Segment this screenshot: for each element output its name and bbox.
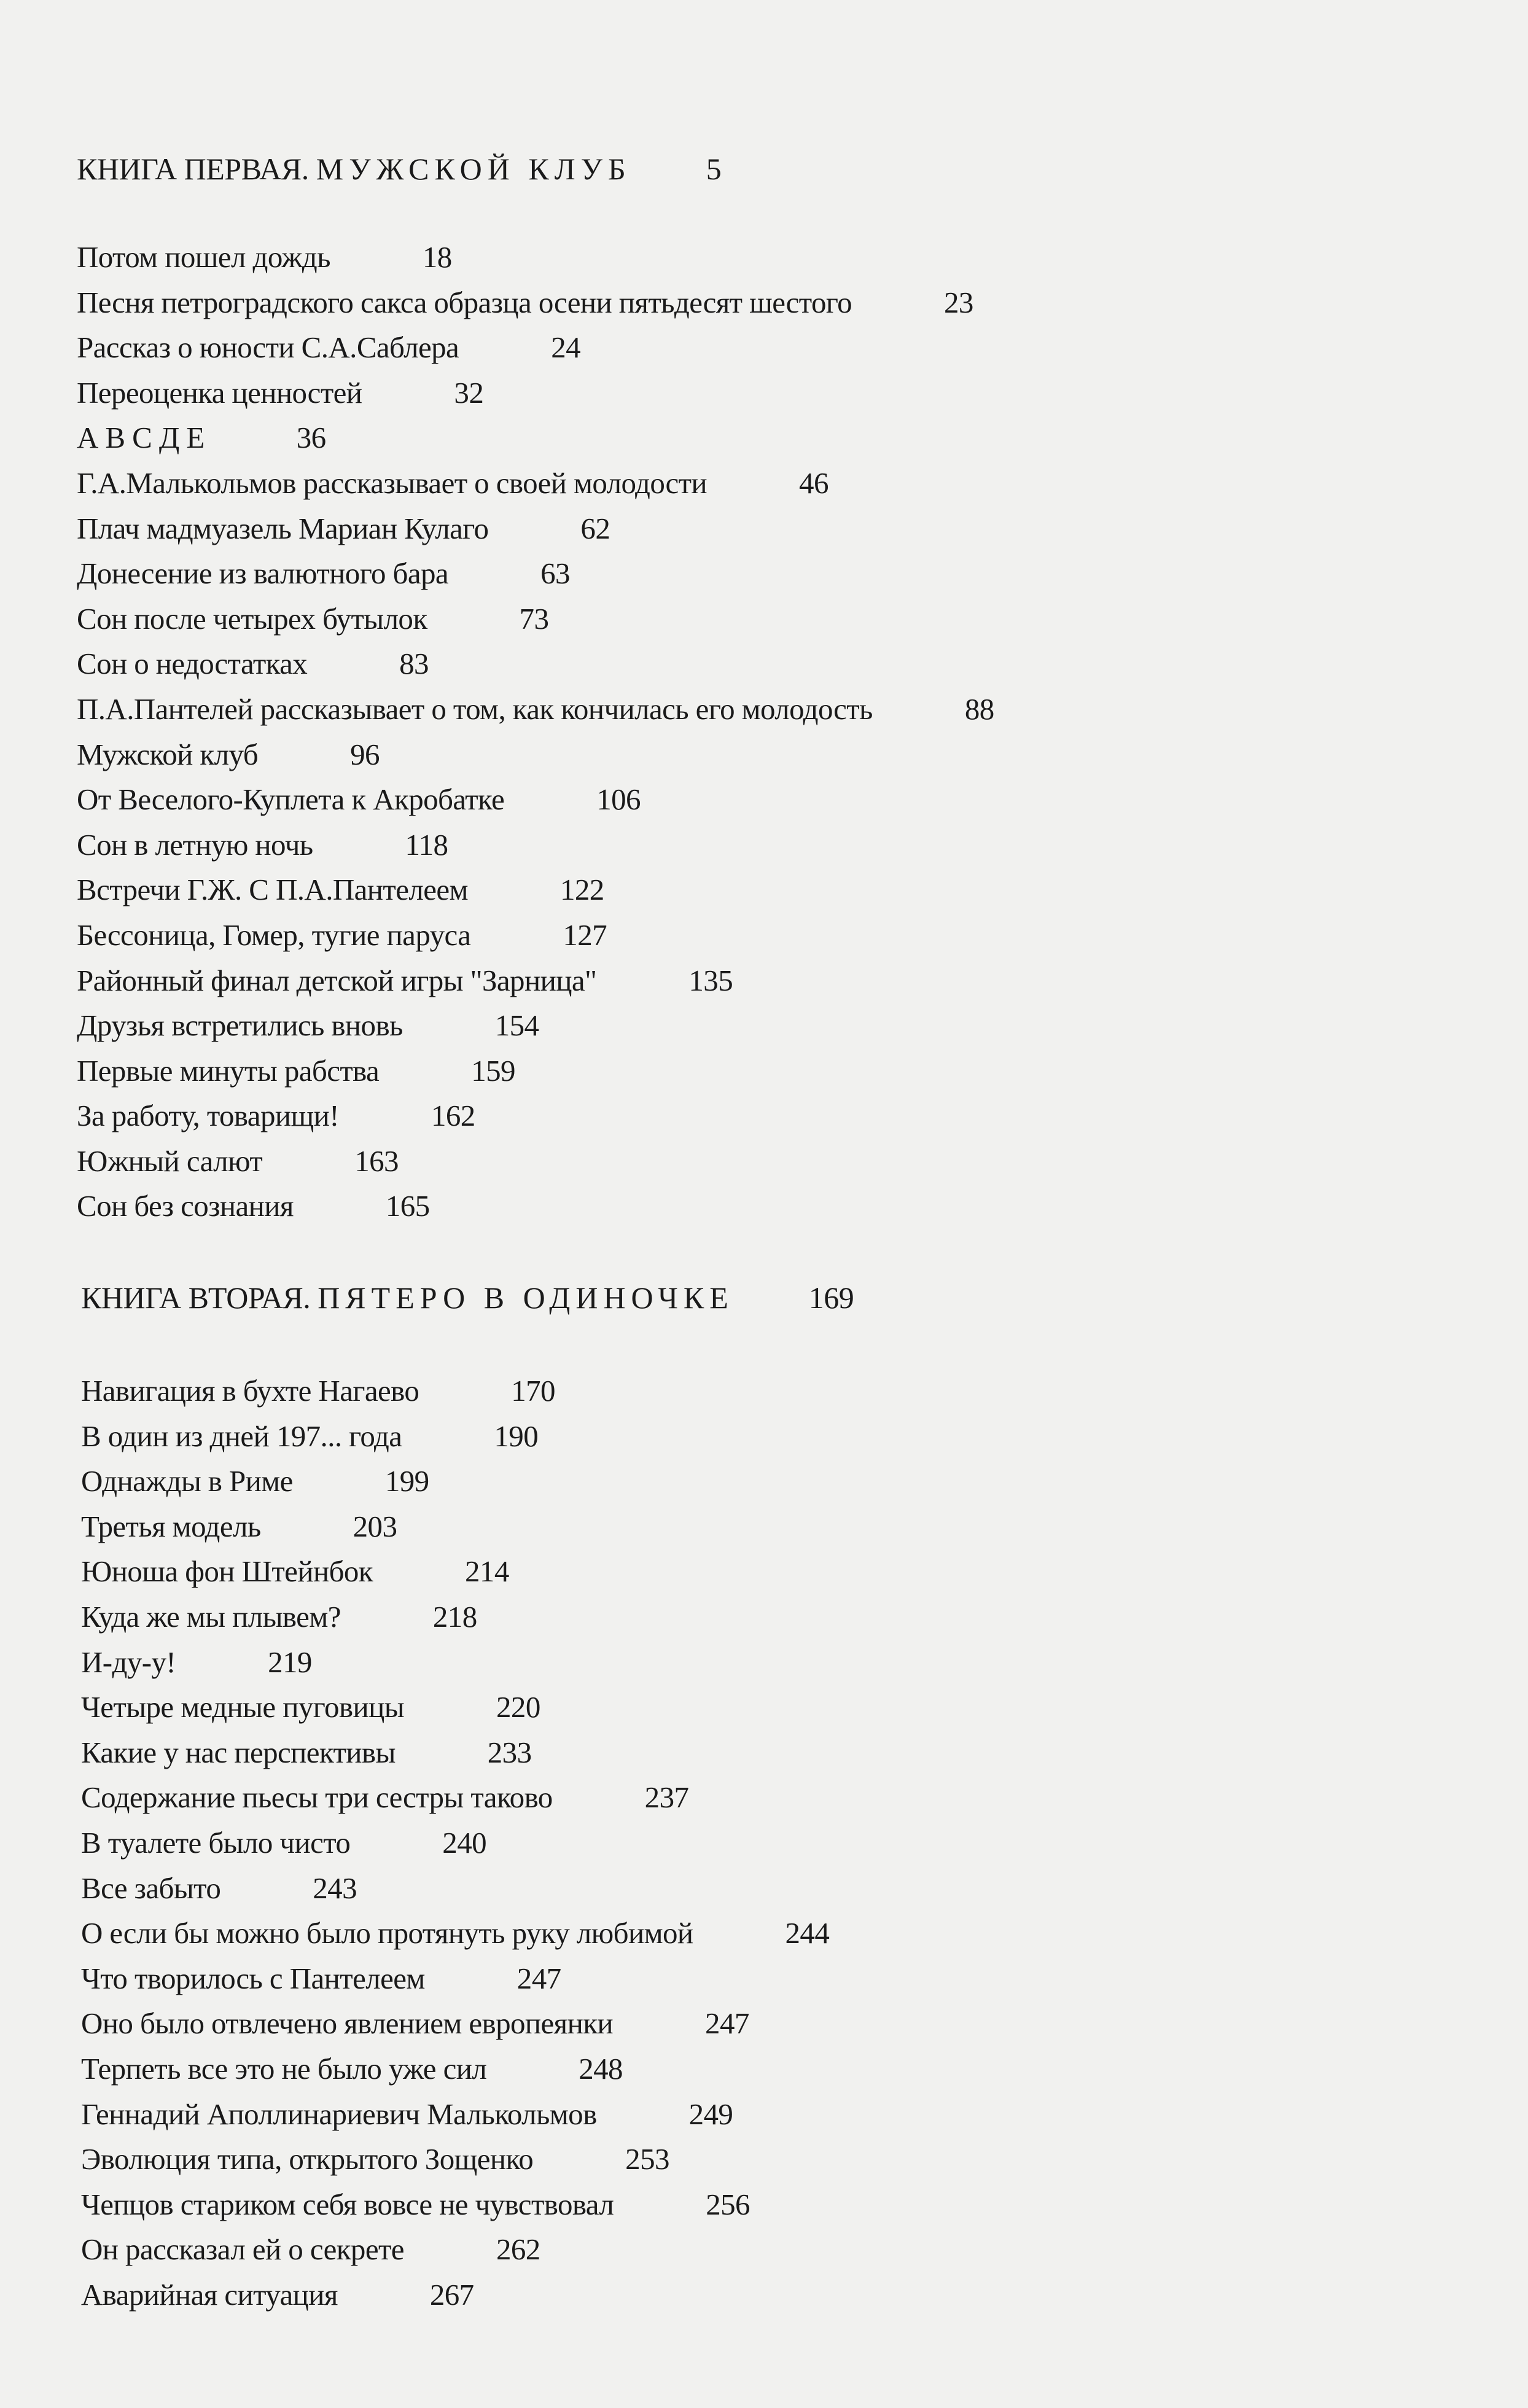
toc-entry xyxy=(77,506,994,551)
entry-page-number: 240 xyxy=(442,1825,486,1860)
toc-entry xyxy=(81,1730,854,1775)
entry-page-number: 127 xyxy=(563,918,607,952)
entry-title: Г.А.Малькольмов рассказывает о своей молодости xyxy=(77,466,707,500)
entry-page-number: 118 xyxy=(405,827,448,862)
toc-entry xyxy=(77,913,994,958)
entry-page-number: 170 xyxy=(511,1374,555,1408)
toc-entry xyxy=(81,2046,854,2092)
toc-entry xyxy=(81,1549,854,1594)
toc-entry xyxy=(81,2272,854,2318)
toc-entry xyxy=(77,415,994,461)
entry-title: Геннадий Аполлинариевич Малькольмов xyxy=(81,2097,597,2131)
book-two-section xyxy=(81,1275,854,2317)
entry-title: Плач мадмуазель Мариан Кулаго xyxy=(77,511,489,545)
entry-page-number: 154 xyxy=(494,1008,539,1043)
entry-page-number: 88 xyxy=(964,692,994,726)
entry-page-number: 62 xyxy=(580,511,610,545)
entry-page-number: 73 xyxy=(519,601,549,636)
entry-page-number: 162 xyxy=(431,1099,475,1133)
book-one-section xyxy=(77,146,994,1229)
entry-title: Районный финал детской игры "Зарница" xyxy=(77,963,597,997)
entry-title: Сон о недостатках xyxy=(77,647,308,681)
toc-entry xyxy=(77,777,994,822)
toc-entry xyxy=(81,1820,854,1866)
toc-entry xyxy=(81,1414,854,1459)
book-title: МУЖСКОЙ КЛУБ xyxy=(316,152,631,186)
entry-title: Какие у нас перспективы xyxy=(81,1735,396,1769)
entry-page-number: 244 xyxy=(785,1916,830,1950)
entry-title: Потом пошел дождь xyxy=(77,240,330,274)
toc-entry xyxy=(77,1048,994,1094)
toc-entry xyxy=(77,732,994,777)
entry-title: Бессоница, Гомер, тугие паруса xyxy=(77,918,471,952)
book-title: ПЯТЕРО В ОДИНОЧКЕ xyxy=(318,1280,734,1315)
entry-title: Песня петроградского сакса образца осени пятьдесят шестого xyxy=(77,285,852,319)
toc-entry xyxy=(77,1003,994,1048)
book-page-number: 169 xyxy=(808,1280,854,1315)
toc-entry xyxy=(81,2182,854,2227)
entry-title: П.А.Пантелей рассказывает о том, как кончилась его молодость xyxy=(77,692,873,726)
toc-entry xyxy=(81,1911,854,1956)
entry-title: Он рассказал ей о секрете xyxy=(81,2232,404,2267)
toc-entry xyxy=(81,1459,854,1504)
entry-page-number: 243 xyxy=(313,1871,357,1905)
entry-title: Четыре медные пуговицы xyxy=(81,1690,405,1724)
entry-page-number: 96 xyxy=(350,737,380,771)
entry-title: Южный салют xyxy=(77,1144,263,1178)
toc-entry xyxy=(81,2092,854,2137)
entry-title: Эволюция типа, открытого Зощенко xyxy=(81,2142,534,2176)
toc-entry xyxy=(77,1183,994,1229)
entry-title: Сон после четырех бутылок xyxy=(77,601,427,636)
toc-entry xyxy=(77,370,994,416)
entry-title: Первые минуты рабства xyxy=(77,1053,380,1088)
toc-entry xyxy=(81,1775,854,1820)
toc-entry xyxy=(77,280,994,325)
entry-title: Друзья встретились вновь xyxy=(77,1008,403,1043)
toc-entry xyxy=(77,325,994,370)
entry-page-number: 122 xyxy=(559,873,604,907)
entry-title: И-ду-у! xyxy=(81,1645,176,1679)
book-two-heading xyxy=(81,1275,854,1320)
entry-page-number: 253 xyxy=(625,2142,669,2176)
entry-page-number: 248 xyxy=(579,2051,623,2086)
entry-page-number: 247 xyxy=(705,2006,749,2041)
book-one-entries xyxy=(77,235,994,1229)
toc-entry xyxy=(77,822,994,868)
entry-page-number: 214 xyxy=(465,1554,509,1589)
toc-entry xyxy=(77,958,994,1003)
entry-title: Что творилось с Пантелеем xyxy=(81,1961,425,1995)
toc-entry xyxy=(77,596,994,642)
toc-entry xyxy=(77,1093,994,1139)
entry-page-number: 135 xyxy=(688,963,733,997)
entry-title: За работу, товарищи! xyxy=(77,1099,339,1133)
toc-entry xyxy=(77,641,994,687)
book-label: КНИГА ПЕРВАЯ. xyxy=(77,152,309,186)
entry-title: Содержание пьесы три сестры таково xyxy=(81,1780,553,1815)
entry-page-number: 237 xyxy=(644,1780,689,1815)
entry-page-number: 218 xyxy=(432,1599,477,1634)
entry-title: Оно было отвлечено явлением европеянки xyxy=(81,2006,614,2041)
entry-page-number: 159 xyxy=(471,1053,515,1088)
entry-page-number: 233 xyxy=(487,1735,532,1769)
toc-entry xyxy=(77,235,994,280)
entry-title: Куда же мы плывем? xyxy=(81,1599,341,1634)
toc-entry xyxy=(77,551,994,596)
entry-title: Сон в летную ночь xyxy=(77,827,313,862)
toc-entry xyxy=(77,867,994,913)
entry-title: Встречи Г.Ж. С П.А.Пантелеем xyxy=(77,873,468,907)
entry-title: От Веселого-Куплета к Акробатке xyxy=(77,782,505,817)
entry-page-number: 23 xyxy=(944,285,973,319)
toc-entry xyxy=(81,1956,854,2001)
entry-page-number: 165 xyxy=(385,1189,430,1223)
toc-entry xyxy=(81,1594,854,1640)
entry-title: Рассказ о юности С.А.Саблера xyxy=(77,330,459,365)
toc-entry xyxy=(77,461,994,506)
toc-entry xyxy=(77,1139,994,1184)
entry-page-number: 63 xyxy=(540,556,570,591)
entry-page-number: 199 xyxy=(384,1464,429,1498)
entry-page-number: 249 xyxy=(688,2097,733,2131)
entry-page-number: 267 xyxy=(429,2277,474,2312)
entry-title: В туалете было чисто xyxy=(81,1825,351,1860)
toc-entry xyxy=(77,687,994,732)
entry-page-number: 220 xyxy=(496,1690,540,1724)
toc-entry xyxy=(81,1866,854,1911)
entry-title: Третья модель xyxy=(81,1509,261,1543)
book-one-heading xyxy=(77,146,994,192)
toc-entry xyxy=(81,1640,854,1685)
book-two-entries xyxy=(81,1368,854,2317)
entry-page-number: 18 xyxy=(422,240,452,274)
entry-page-number: 36 xyxy=(296,421,326,455)
toc-entry xyxy=(81,2137,854,2182)
entry-title: Однажды в Риме xyxy=(81,1464,293,1498)
entry-title: В один из дней 197... года xyxy=(81,1419,402,1453)
entry-title: Все забыто xyxy=(81,1871,221,1905)
book-label: КНИГА ВТОРАЯ. xyxy=(81,1280,311,1315)
entry-title: А В С Д Е xyxy=(77,421,205,455)
entry-title: Навигация в бухте Нагаево xyxy=(81,1374,419,1408)
toc-entry xyxy=(81,2227,854,2272)
entry-page-number: 219 xyxy=(268,1645,312,1679)
entry-page-number: 203 xyxy=(353,1509,397,1543)
entry-title: Юноша фон Штейнбок xyxy=(81,1554,373,1589)
entry-page-number: 262 xyxy=(496,2232,540,2267)
entry-title: Чепцов стариком себя вовсе не чувствовал xyxy=(81,2187,614,2221)
entry-title: Аварийная ситуация xyxy=(81,2277,338,2312)
toc-entry xyxy=(81,1368,854,1414)
entry-page-number: 24 xyxy=(551,330,581,365)
entry-title: Терпеть все это не было уже сил xyxy=(81,2051,487,2086)
toc-entry xyxy=(81,2001,854,2046)
entry-page-number: 106 xyxy=(596,782,641,817)
entry-page-number: 247 xyxy=(516,1961,561,1995)
toc-entry xyxy=(81,1685,854,1730)
entry-page-number: 83 xyxy=(399,647,429,681)
entry-title: О если бы можно было протянуть руку любимой xyxy=(81,1916,693,1950)
entry-title: Мужской клуб xyxy=(77,737,259,771)
entry-page-number: 190 xyxy=(494,1419,539,1453)
book-page-number: 5 xyxy=(706,152,722,186)
entry-page-number: 163 xyxy=(354,1144,399,1178)
toc-entry xyxy=(81,1504,854,1549)
entry-page-number: 32 xyxy=(454,375,484,410)
entry-title: Донесение из валютного бара xyxy=(77,556,449,591)
entry-page-number: 256 xyxy=(706,2187,750,2221)
entry-title: Переоценка ценностей xyxy=(77,375,362,410)
entry-page-number: 46 xyxy=(799,466,828,500)
entry-title: Сон без сознания xyxy=(77,1189,294,1223)
